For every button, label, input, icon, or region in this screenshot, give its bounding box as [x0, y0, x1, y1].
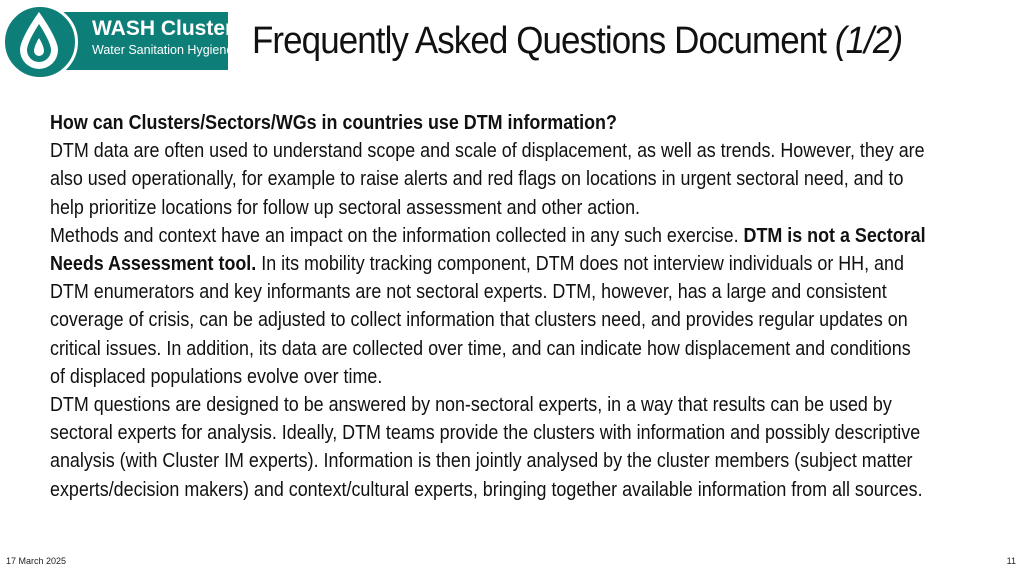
faq-p2-bold: DTM is not a Sectoral Needs Assessment tool.	[50, 224, 926, 276]
faq-paragraph-3: DTM questions are designed to be answered by non-sectoral experts, in a way that results can be used by sectoral experts for analysis. Ideally, DTM teams provide the clusters with information and possibly descriptive analysis (with Cluster IM experts). Information is then jointly analysed by the cluster members (subject matter experts/decision makers) and context/cultural experts, bringing together available information from all sources.	[50, 394, 923, 501]
water-drop-icon	[16, 10, 62, 70]
footer-date: 17 March 2025	[6, 556, 67, 566]
faq-question: How can Clusters/Sectors/WGs in countries use DTM information?	[50, 112, 617, 134]
logo-subtitle: Water Sanitation Hygiene	[92, 43, 234, 57]
page-number: 11	[1006, 556, 1016, 566]
faq-paragraph-2	[50, 222, 927, 391]
faq-p2-rest: In its mobility tracking component, DTM does not interview individuals or HH, and DTM enumerators and key informants are not sectoral experts. DTM, however, has a large and consistent coverage of crisis, can be adjusted to collect information that clusters need, and provides regular updates on critical issues. In addition, its data are collected over time, and can indicate how displacement and conditions of displaced populations evolve over time.	[50, 253, 911, 388]
page-title	[252, 18, 902, 64]
logo-name: WASH Cluster	[92, 17, 234, 40]
faq-content	[50, 109, 927, 504]
faq-p2-start: Methods and context have an impact on the information collected in any such exercise.	[50, 224, 744, 247]
page-title-part: (1/2)	[834, 20, 903, 62]
wash-cluster-logo	[0, 0, 234, 84]
faq-paragraph-1: DTM data are often used to understand scope and scale of displacement, as well as trends. However, they are also used operationally, for example to raise alerts and red flags on locations in urgent sectoral need, and to help prioritize locations for follow up sectoral assessment and other action.	[50, 140, 925, 219]
page-title-main: Frequently Asked Questions Document	[252, 20, 835, 62]
